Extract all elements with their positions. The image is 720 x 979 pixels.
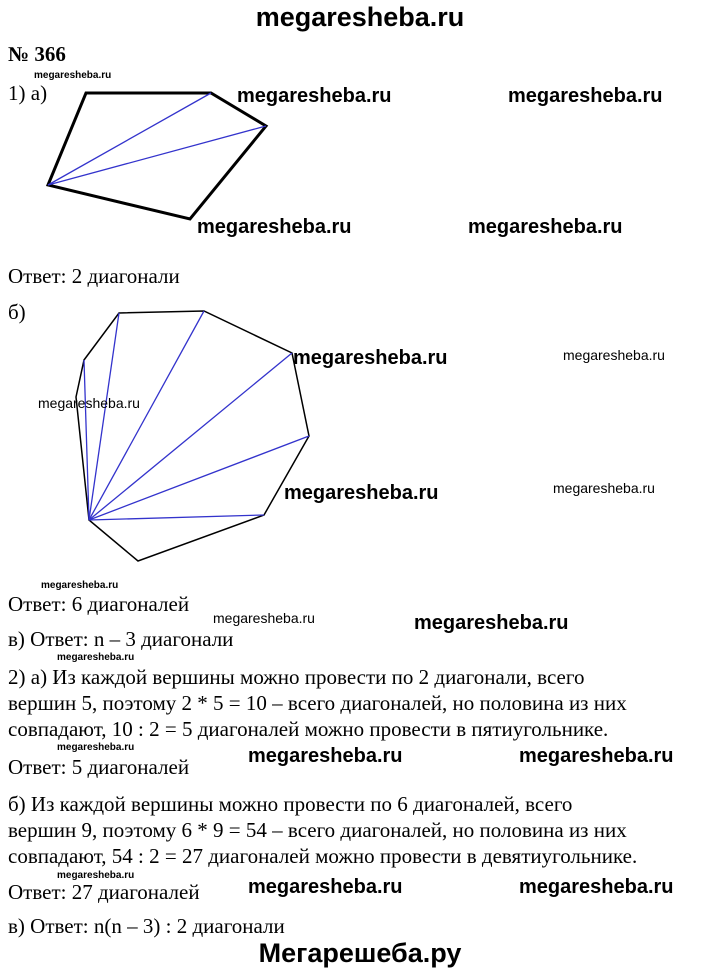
answer-1v: в) Ответ: n – 3 диагонали bbox=[8, 627, 234, 651]
watermark-big: megaresheba.ru bbox=[293, 347, 448, 369]
watermark-mid: megaresheba.ru bbox=[38, 395, 140, 411]
watermark-big: megaresheba.ru bbox=[468, 216, 623, 238]
answer-1a: Ответ: 2 диагонали bbox=[8, 264, 180, 288]
watermark-big: megaresheba.ru bbox=[237, 85, 392, 107]
part1-a-label: 1) а) bbox=[8, 81, 48, 105]
watermark-big: megaresheba.ru bbox=[519, 745, 674, 767]
watermark-big: megaresheba.ru bbox=[508, 85, 663, 107]
watermark-big: megaresheba.ru bbox=[414, 612, 569, 634]
watermark-big: megaresheba.ru bbox=[248, 876, 403, 898]
watermark-small: megaresheba.ru bbox=[57, 652, 135, 663]
watermark-big: megaresheba.ru bbox=[248, 745, 403, 767]
watermark-mid: megaresheba.ru bbox=[563, 347, 665, 363]
watermark-big: megaresheba.ru bbox=[284, 482, 439, 504]
pentagon-figure bbox=[48, 93, 266, 219]
watermark-mid: megaresheba.ru bbox=[553, 480, 655, 496]
nonagon-figure bbox=[76, 311, 309, 561]
site-header: megaresheba.ru bbox=[255, 2, 465, 32]
answer-1b: Ответ: 6 диагоналей bbox=[8, 592, 190, 616]
part2-b-line-1: б) Из каждой вершины можно провести по 6 диагоналей, всего bbox=[8, 792, 573, 816]
site-footer: Мегарешеба.ру bbox=[258, 938, 462, 968]
part2-a-line-1: 2) а) Из каждой вершины можно провести по 2 диагонали, всего bbox=[8, 665, 585, 689]
part2-b-line-3: совпадают, 54 : 2 = 27 диагоналей можно провести в девятиугольнике. bbox=[8, 844, 638, 868]
problem-number: № 366 bbox=[8, 42, 66, 66]
watermark-big: megaresheba.ru bbox=[519, 876, 674, 898]
answer-2b: Ответ: 27 диагоналей bbox=[8, 880, 200, 904]
part2-b-line-2: вершин 9, поэтому 6 * 9 = 54 – всего диагоналей, но половина из них bbox=[8, 818, 627, 842]
watermark-small: megaresheba.ru bbox=[57, 870, 135, 881]
watermark-small: megaresheba.ru bbox=[34, 70, 112, 81]
part2-a-line-3: совпадают, 10 : 2 = 5 диагоналей можно провести в пятиугольнике. bbox=[8, 717, 609, 741]
part2-a-line-2: вершин 5, поэтому 2 * 5 = 10 – всего диагоналей, но половина из них bbox=[8, 691, 627, 715]
watermark-small: megaresheba.ru bbox=[41, 580, 119, 591]
answer-2a: Ответ: 5 диагоналей bbox=[8, 755, 190, 779]
watermark-small: megaresheba.ru bbox=[57, 742, 135, 753]
watermark-big: megaresheba.ru bbox=[197, 216, 352, 238]
part1-b-label: б) bbox=[8, 300, 26, 324]
watermark-mid: megaresheba.ru bbox=[213, 610, 315, 626]
answer-2v: в) Ответ: n(n – 3) : 2 диагонали bbox=[8, 914, 285, 938]
